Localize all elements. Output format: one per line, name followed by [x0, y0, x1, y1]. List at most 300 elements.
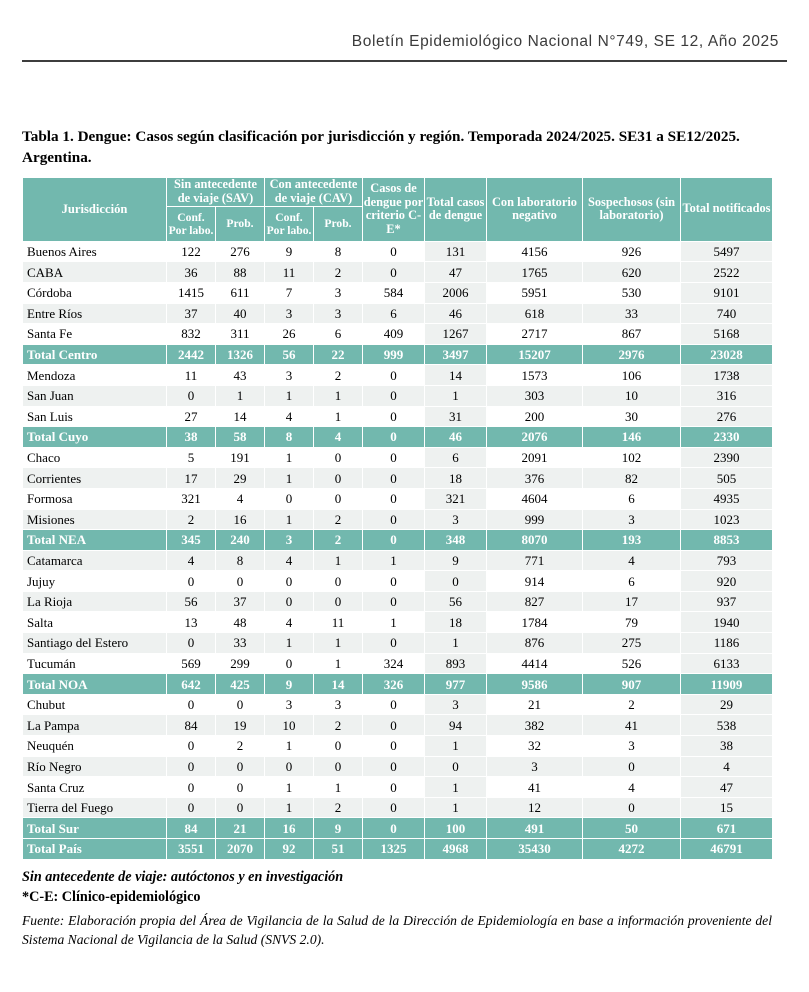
cell-value: 9586: [487, 674, 583, 695]
cell-jurisdiccion: Chubut: [23, 694, 167, 715]
cell-jurisdiccion: Entre Ríos: [23, 303, 167, 324]
cell-value: 1: [314, 777, 363, 798]
col-casos-ce: Casos de dengue por criterio C-E*: [363, 178, 425, 242]
cell-value: 1: [265, 509, 314, 530]
cell-value: 1: [425, 633, 487, 654]
cell-value: 4: [583, 777, 681, 798]
cell-value: 2070: [216, 839, 265, 860]
table-row-total: [23, 344, 773, 365]
cell-jurisdiccion: Neuquén: [23, 736, 167, 757]
table-row: [23, 468, 773, 489]
cell-value: 3: [314, 282, 363, 303]
cell-value: 2006: [425, 282, 487, 303]
cell-value: 8: [265, 427, 314, 448]
cell-value: 425: [216, 674, 265, 695]
cell-value: 926: [583, 241, 681, 262]
table-caption: Tabla 1. Dengue: Casos según clasificación por jurisdicción y región. Temporada 2024/2025. SE31 a SE12/2025. Argentina.: [22, 128, 740, 166]
cell-value: 6: [583, 571, 681, 592]
cell-value: 8853: [681, 530, 773, 551]
cell-value: 0: [314, 591, 363, 612]
cell-value: 27: [167, 406, 216, 427]
cell-jurisdiccion: Buenos Aires: [23, 241, 167, 262]
cell-value: 0: [363, 715, 425, 736]
cell-value: 14: [216, 406, 265, 427]
cell-value: 1: [265, 447, 314, 468]
cell-value: 36: [167, 262, 216, 283]
cell-value: 2442: [167, 344, 216, 365]
cell-value: 907: [583, 674, 681, 695]
cell-value: 3: [583, 509, 681, 530]
cell-jurisdiccion: Santa Fe: [23, 324, 167, 345]
cell-value: 0: [216, 797, 265, 818]
cell-value: 46791: [681, 839, 773, 860]
cell-value: 1325: [363, 839, 425, 860]
cell-value: 1: [265, 633, 314, 654]
dengue-cases-table: [22, 177, 773, 860]
cell-value: 584: [363, 282, 425, 303]
cell-value: 0: [265, 571, 314, 592]
col-jurisdiccion: Jurisdicción: [23, 178, 167, 242]
cell-value: 47: [425, 262, 487, 283]
cell-value: 41: [583, 715, 681, 736]
cell-jurisdiccion: Córdoba: [23, 282, 167, 303]
cell-value: 1267: [425, 324, 487, 345]
cell-value: 92: [265, 839, 314, 860]
note-ce: *C-E: Clínico-epidemiológico: [22, 889, 201, 906]
col-total-dengue: Total casos de dengue: [425, 178, 487, 242]
cell-value: 348: [425, 530, 487, 551]
cell-value: 1738: [681, 365, 773, 386]
cell-value: 0: [167, 797, 216, 818]
cell-value: 5: [167, 447, 216, 468]
cell-value: 382: [487, 715, 583, 736]
table-row: [23, 385, 773, 406]
cell-jurisdiccion: Misiones: [23, 509, 167, 530]
cell-value: 84: [167, 715, 216, 736]
table-row: [23, 447, 773, 468]
cell-value: 46: [425, 427, 487, 448]
cell-value: 2330: [681, 427, 773, 448]
cell-value: 56: [167, 591, 216, 612]
table-row: [23, 282, 773, 303]
col-cav-prob: Prob.: [314, 206, 363, 241]
table-row: [23, 509, 773, 530]
table-row: [23, 653, 773, 674]
cell-jurisdiccion: Total Centro: [23, 344, 167, 365]
cell-value: 15: [681, 797, 773, 818]
cell-value: 376: [487, 468, 583, 489]
cell-value: 11: [167, 365, 216, 386]
cell-value: 51: [314, 839, 363, 860]
cell-value: 0: [314, 488, 363, 509]
cell-value: 1415: [167, 282, 216, 303]
table-row: [23, 715, 773, 736]
cell-value: 2: [314, 365, 363, 386]
cell-value: 0: [363, 694, 425, 715]
cell-value: 122: [167, 241, 216, 262]
cell-value: 1784: [487, 612, 583, 633]
cell-value: 793: [681, 550, 773, 571]
cell-value: 4156: [487, 241, 583, 262]
cell-value: 30: [583, 406, 681, 427]
cell-value: 409: [363, 324, 425, 345]
cell-value: 0: [363, 509, 425, 530]
cell-value: 3: [314, 694, 363, 715]
cell-value: 29: [681, 694, 773, 715]
source-note: Fuente: Elaboración propia del Área de Vigilancia de la Salud de la Dirección de Epidemiología en base a información proveniente del Sistema Nacional de Vigilancia de la Salud (SNVS 2.0).: [22, 912, 772, 947]
cell-value: 827: [487, 591, 583, 612]
cell-value: 345: [167, 530, 216, 551]
cell-jurisdiccion: La Rioja: [23, 591, 167, 612]
cell-value: 37: [167, 303, 216, 324]
cell-value: 0: [363, 777, 425, 798]
cell-value: 17: [583, 591, 681, 612]
cell-jurisdiccion: CABA: [23, 262, 167, 283]
cell-value: 276: [216, 241, 265, 262]
cell-jurisdiccion: Tucumán: [23, 653, 167, 674]
cell-jurisdiccion: Formosa: [23, 488, 167, 509]
cell-value: 1765: [487, 262, 583, 283]
cell-value: 33: [583, 303, 681, 324]
table-row: [23, 324, 773, 345]
cell-value: 50: [583, 818, 681, 839]
cell-jurisdiccion: Santa Cruz: [23, 777, 167, 798]
cell-value: 2: [314, 509, 363, 530]
cell-value: 35430: [487, 839, 583, 860]
cell-value: 2976: [583, 344, 681, 365]
cell-value: 88: [216, 262, 265, 283]
cell-value: 0: [216, 756, 265, 777]
col-lab-negativo: Con laboratorio negativo: [487, 178, 583, 242]
cell-value: 3: [265, 530, 314, 551]
table-row-total: [23, 839, 773, 860]
table-body: [23, 241, 773, 859]
cell-value: 1: [314, 653, 363, 674]
col-sav-group: Sin antecedente de viaje (SAV): [167, 178, 265, 207]
cell-value: 15207: [487, 344, 583, 365]
cell-value: 4: [314, 427, 363, 448]
table-row: [23, 262, 773, 283]
cell-value: 240: [216, 530, 265, 551]
cell-value: 2: [216, 736, 265, 757]
cell-value: 1573: [487, 365, 583, 386]
cell-value: 5951: [487, 282, 583, 303]
cell-value: 6: [314, 324, 363, 345]
cell-value: 3551: [167, 839, 216, 860]
cell-value: 3: [487, 756, 583, 777]
cell-value: 740: [681, 303, 773, 324]
cell-value: 1: [265, 385, 314, 406]
col-sav-prob: Prob.: [216, 206, 265, 241]
cell-value: 526: [583, 653, 681, 674]
table-row: [23, 797, 773, 818]
cell-value: 1023: [681, 509, 773, 530]
cell-value: 0: [363, 756, 425, 777]
cell-value: 491: [487, 818, 583, 839]
cell-value: 671: [681, 818, 773, 839]
table-row: [23, 303, 773, 324]
cell-value: 324: [363, 653, 425, 674]
cell-value: 19: [216, 715, 265, 736]
cell-value: 0: [363, 427, 425, 448]
table-row: [23, 488, 773, 509]
cell-value: 0: [265, 756, 314, 777]
cell-value: 4: [265, 550, 314, 571]
cell-value: 106: [583, 365, 681, 386]
table-row: [23, 777, 773, 798]
cell-value: 0: [167, 633, 216, 654]
table-notes: [22, 867, 787, 950]
table-row-total: [23, 818, 773, 839]
cell-value: 0: [314, 447, 363, 468]
cell-value: 82: [583, 468, 681, 489]
cell-jurisdiccion: Total Cuyo: [23, 427, 167, 448]
cell-value: 0: [363, 818, 425, 839]
cell-value: 18: [425, 468, 487, 489]
cell-value: 14: [314, 674, 363, 695]
cell-jurisdiccion: La Pampa: [23, 715, 167, 736]
cell-value: 9101: [681, 282, 773, 303]
cell-value: 1: [314, 550, 363, 571]
cell-value: 29: [216, 468, 265, 489]
cell-value: 7: [265, 282, 314, 303]
cell-value: 0: [363, 365, 425, 386]
cell-jurisdiccion: Chaco: [23, 447, 167, 468]
cell-value: 4: [167, 550, 216, 571]
cell-value: 1: [314, 385, 363, 406]
cell-value: 0: [363, 406, 425, 427]
cell-jurisdiccion: Total Sur: [23, 818, 167, 839]
cell-value: 0: [314, 468, 363, 489]
cell-value: 9: [265, 241, 314, 262]
cell-value: 276: [681, 406, 773, 427]
cell-value: 43: [216, 365, 265, 386]
table-head: [23, 178, 773, 242]
cell-value: 8070: [487, 530, 583, 551]
cell-value: 0: [363, 468, 425, 489]
cell-value: 505: [681, 468, 773, 489]
cell-value: 9: [425, 550, 487, 571]
table-row: [23, 406, 773, 427]
cell-value: 10: [265, 715, 314, 736]
cell-value: 0: [363, 385, 425, 406]
cell-jurisdiccion: San Luis: [23, 406, 167, 427]
cell-value: 3: [425, 509, 487, 530]
cell-value: 914: [487, 571, 583, 592]
cell-value: 0: [363, 241, 425, 262]
cell-jurisdiccion: Total NOA: [23, 674, 167, 695]
cell-value: 94: [425, 715, 487, 736]
cell-value: 38: [681, 736, 773, 757]
cell-value: 0: [363, 447, 425, 468]
cell-value: 4414: [487, 653, 583, 674]
col-cav-group: Con antecedente de viaje (CAV): [265, 178, 363, 207]
cell-value: 0: [363, 530, 425, 551]
cell-value: 999: [487, 509, 583, 530]
cell-value: 46: [425, 303, 487, 324]
cell-value: 0: [167, 777, 216, 798]
cell-value: 146: [583, 427, 681, 448]
cell-value: 326: [363, 674, 425, 695]
cell-value: 316: [681, 385, 773, 406]
cell-value: 0: [314, 736, 363, 757]
cell-value: 5168: [681, 324, 773, 345]
cell-value: 33: [216, 633, 265, 654]
table-row: [23, 241, 773, 262]
cell-value: 31: [425, 406, 487, 427]
cell-value: 1326: [216, 344, 265, 365]
cell-value: 977: [425, 674, 487, 695]
cell-value: 100: [425, 818, 487, 839]
cell-value: 3: [265, 694, 314, 715]
cell-value: 4: [216, 488, 265, 509]
cell-value: 303: [487, 385, 583, 406]
cell-value: 32: [487, 736, 583, 757]
cell-value: 611: [216, 282, 265, 303]
cell-value: 21: [487, 694, 583, 715]
cell-value: 275: [583, 633, 681, 654]
cell-value: 2390: [681, 447, 773, 468]
cell-value: 1940: [681, 612, 773, 633]
cell-value: 0: [216, 571, 265, 592]
cell-value: 0: [363, 262, 425, 283]
table-row: [23, 550, 773, 571]
cell-value: 0: [363, 571, 425, 592]
cell-jurisdiccion: Corrientes: [23, 468, 167, 489]
cell-value: 37: [216, 591, 265, 612]
cell-value: 321: [425, 488, 487, 509]
cell-value: 0: [363, 736, 425, 757]
cell-jurisdiccion: Mendoza: [23, 365, 167, 386]
table-row: [23, 756, 773, 777]
cell-value: 38: [167, 427, 216, 448]
cell-value: 1: [425, 777, 487, 798]
cell-value: 0: [363, 797, 425, 818]
cell-value: 299: [216, 653, 265, 674]
table-row: [23, 591, 773, 612]
cell-value: 11: [265, 262, 314, 283]
cell-value: 4935: [681, 488, 773, 509]
cell-value: 48: [216, 612, 265, 633]
cell-value: 3: [265, 303, 314, 324]
cell-value: 22: [314, 344, 363, 365]
cell-value: 1: [425, 385, 487, 406]
cell-value: 0: [425, 756, 487, 777]
cell-value: 569: [167, 653, 216, 674]
cell-value: 8: [314, 241, 363, 262]
table-row-total: [23, 427, 773, 448]
cell-value: 832: [167, 324, 216, 345]
table-row: [23, 736, 773, 757]
cell-value: 9: [314, 818, 363, 839]
cell-value: 193: [583, 530, 681, 551]
cell-value: 2: [314, 530, 363, 551]
table-row: [23, 612, 773, 633]
cell-value: 2522: [681, 262, 773, 283]
cell-jurisdiccion: Tierra del Fuego: [23, 797, 167, 818]
note-sav: Sin antecedente de viaje: autóctonos y en investigación: [22, 868, 344, 885]
cell-jurisdiccion: Total NEA: [23, 530, 167, 551]
cell-value: 771: [487, 550, 583, 571]
cell-value: 0: [216, 777, 265, 798]
cell-value: 1: [425, 736, 487, 757]
cell-value: 4: [583, 550, 681, 571]
cell-jurisdiccion: Total País: [23, 839, 167, 860]
cell-value: 893: [425, 653, 487, 674]
cell-value: 2717: [487, 324, 583, 345]
cell-value: 0: [583, 797, 681, 818]
cell-value: 16: [216, 509, 265, 530]
cell-jurisdiccion: Catamarca: [23, 550, 167, 571]
cell-value: 1: [216, 385, 265, 406]
col-cav-conf: Conf. Por labo.: [265, 206, 314, 241]
table-row: [23, 694, 773, 715]
cell-value: 11909: [681, 674, 773, 695]
cell-value: 1: [363, 612, 425, 633]
cell-value: 1186: [681, 633, 773, 654]
cell-value: 876: [487, 633, 583, 654]
cell-value: 40: [216, 303, 265, 324]
cell-value: 4968: [425, 839, 487, 860]
header-row-top: [23, 178, 773, 207]
col-sav-conf: Conf. Por labo.: [167, 206, 216, 241]
cell-jurisdiccion: Salta: [23, 612, 167, 633]
cell-value: 0: [363, 488, 425, 509]
cell-value: 530: [583, 282, 681, 303]
table-row: [23, 365, 773, 386]
cell-value: 2091: [487, 447, 583, 468]
cell-value: 17: [167, 468, 216, 489]
cell-value: 5497: [681, 241, 773, 262]
cell-value: 47: [681, 777, 773, 798]
cell-jurisdiccion: Santiago del Estero: [23, 633, 167, 654]
cell-value: 0: [167, 694, 216, 715]
cell-value: 0: [216, 694, 265, 715]
cell-value: 999: [363, 344, 425, 365]
cell-value: 0: [363, 633, 425, 654]
cell-value: 1: [265, 797, 314, 818]
cell-value: 0: [167, 736, 216, 757]
cell-value: 200: [487, 406, 583, 427]
cell-value: 0: [265, 591, 314, 612]
cell-jurisdiccion: Río Negro: [23, 756, 167, 777]
cell-jurisdiccion: Jujuy: [23, 571, 167, 592]
header-title: Boletín Epidemiológico Nacional N°749, SE 12, Año 2025: [351, 33, 779, 50]
col-sospechosos: Sospechosos (sin laboratorio): [583, 178, 681, 242]
cell-value: 8: [216, 550, 265, 571]
cell-value: 56: [425, 591, 487, 612]
cell-value: 12: [487, 797, 583, 818]
table-row: [23, 633, 773, 654]
cell-value: 9: [265, 674, 314, 695]
cell-value: 0: [167, 385, 216, 406]
cell-value: 3: [583, 736, 681, 757]
cell-value: 642: [167, 674, 216, 695]
cell-value: 3: [425, 694, 487, 715]
cell-value: 2: [314, 715, 363, 736]
cell-value: 2: [167, 509, 216, 530]
cell-value: 3: [314, 303, 363, 324]
cell-value: 10: [583, 385, 681, 406]
table-row-total: [23, 530, 773, 551]
cell-value: 1: [314, 406, 363, 427]
cell-value: 6: [425, 447, 487, 468]
cell-value: 14: [425, 365, 487, 386]
cell-value: 2: [314, 262, 363, 283]
cell-value: 21: [216, 818, 265, 839]
cell-value: 0: [265, 488, 314, 509]
cell-value: 0: [314, 756, 363, 777]
